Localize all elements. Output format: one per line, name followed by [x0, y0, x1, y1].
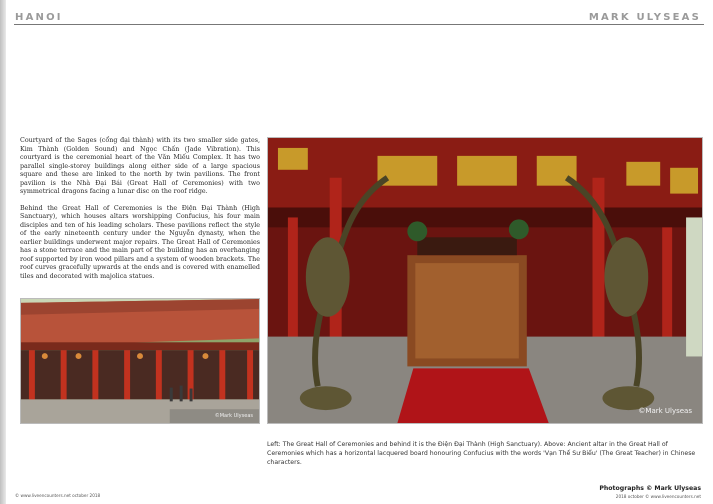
- footer-left: © www.liveencounters.net october 2018: [15, 493, 101, 498]
- running-header-right: MARK ULYSEAS: [588, 12, 701, 23]
- header-rule: [14, 24, 704, 25]
- article-paragraph-1: Courtyard of the Sages (cổng đại thành) with its two smaller side gates, Kim Thành (Golden Sound) and Ngọc Chấn (Jade Vibration). This courtyard is the ceremonial heart of the Văn Miếu Complex. It has two parallel single-storey buildings along either side of a large spacious square and these are linked to the north by twin pavilions. The front pavilion is the Nhà Đại Bái (Great Hall of Ceremonies) with two symmetrical dragons facing a lunar disc on the roof ridge.: [20, 137, 260, 195]
- photo-ancient-altar: [267, 137, 703, 424]
- running-header-left: HANOI: [15, 12, 63, 23]
- article-body: [20, 137, 260, 290]
- photo-credit: Photographs © Mark Ulyseas: [599, 485, 701, 492]
- photo-great-hall-exterior: [20, 298, 260, 424]
- great-hall-exterior-illustration: [21, 299, 259, 423]
- ancient-altar-illustration: [268, 138, 702, 423]
- photo-watermark: ©Mark Ulyseas: [214, 413, 253, 419]
- article-paragraph-2: Behind the Great Hall of Ceremonies is the Điện Đại Thành (High Sanctuary), which houses altars worshipping Confucius, his four main disciples and ten of his leading scholars. These pavilions reflect the style of the early nineteenth century under the Nguyễn dynasty, when the earlier buildings underwent major repairs. The Great Hall of Ceremonies has a stone terrace and the main part of the building has an overhanging roof supported by iron wood pillars and a system of wooden brackets. The roof curves gracefully upwards at the ends and is covered with enamelled tiles and decorated with majolica statues.: [20, 204, 260, 280]
- magazine-page: [6, 0, 713, 504]
- photo-caption: Left: The Great Hall of Ceremonies and behind it is the Điện Đại Thành (High Sanctuary). Above: Ancient altar in the Great Hall of Ceremonies which has a horizontal lacquered board honouring Confucius with the words 'Vạn Thế Sư Biểu' (The Great Teacher) in Chinese characters.: [267, 441, 696, 466]
- photo-watermark: ©Mark Ulyseas: [638, 407, 692, 415]
- footer-right: 2018 october © www.liveencounters.net: [615, 494, 701, 499]
